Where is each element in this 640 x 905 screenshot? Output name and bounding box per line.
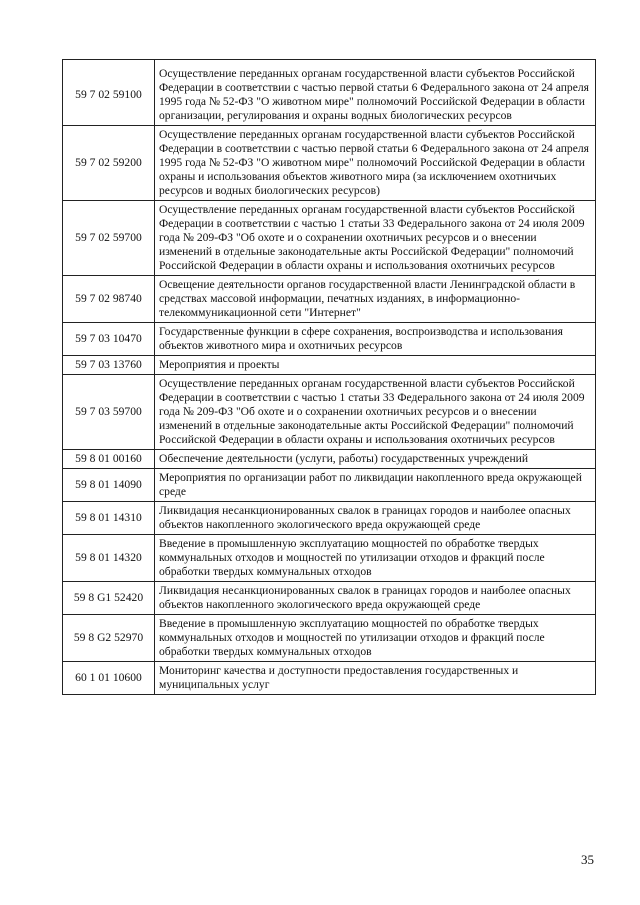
table-row xyxy=(63,60,596,126)
classification-code: 59 8 G1 52420 xyxy=(63,582,155,615)
table-row xyxy=(63,582,596,615)
classification-code: 59 7 02 59700 xyxy=(63,201,155,276)
classification-description: Осуществление переданных органам государственной власти субъектов Российской Федерации в соответствии с частью первой статьи 6 Федерального закона от 24 апреля 1995 года № 52-ФЗ "О животном мире" полномочий Российской Федерации в области охраны и использования объектов животного мира (за исключением охотничьих ресурсов и водных биологических ресурсов) xyxy=(155,126,596,201)
table-row xyxy=(63,323,596,356)
table-row xyxy=(63,201,596,276)
table-row xyxy=(63,375,596,450)
classification-description: Введение в промышленную эксплуатацию мощностей по обработке твердых коммунальных отходов и мощностей по утилизации отходов и фракций после обработки твердых коммунальных отходов xyxy=(155,535,596,582)
classification-code: 59 7 02 98740 xyxy=(63,276,155,323)
table-row xyxy=(63,535,596,582)
table-row xyxy=(63,502,596,535)
classification-description: Введение в промышленную эксплуатацию мощностей по обработке твердых коммунальных отходов и мощностей по утилизации отходов и фракций после обработки твердых коммунальных отходов xyxy=(155,615,596,662)
classification-description: Мероприятия и проекты xyxy=(155,356,596,375)
table-row xyxy=(63,126,596,201)
classification-description: Государственные функции в сфере сохранения, воспроизводства и использования объектов животного мира и охотничьих ресурсов xyxy=(155,323,596,356)
classification-code: 59 8 01 14310 xyxy=(63,502,155,535)
classification-description: Ликвидация несанкционированных свалок в границах городов и наиболее опасных объектов накопленного экологического вреда окружающей среде xyxy=(155,582,596,615)
classification-code: 59 7 02 59100 xyxy=(63,60,155,126)
classification-code: 59 7 03 59700 xyxy=(63,375,155,450)
classification-code: 59 7 02 59200 xyxy=(63,126,155,201)
classification-description: Мероприятия по организации работ по ликвидации накопленного вреда окружающей среде xyxy=(155,469,596,502)
classification-description: Осуществление переданных органам государственной власти субъектов Российской Федерации в соответствии с частью 1 статьи 33 Федерального закона от 24 июля 2009 года № 209-ФЗ "Об охоте и о сохранении охотничьих ресурсов и о внесении изменений в отдельные законодательные акты Российской Федерации" полномочий Российской Федерации в области охраны и использования охотничьих ресурсов xyxy=(155,201,596,276)
classification-code: 59 8 01 14090 xyxy=(63,469,155,502)
classification-code: 60 1 01 10600 xyxy=(63,662,155,695)
table-row xyxy=(63,469,596,502)
table-row xyxy=(63,450,596,469)
classification-code: 59 8 01 00160 xyxy=(63,450,155,469)
classification-description: Ликвидация несанкционированных свалок в границах городов и наиболее опасных объектов накопленного экологического вреда окружающей среде xyxy=(155,502,596,535)
classification-description: Осуществление переданных органам государственной власти субъектов Российской Федерации в соответствии с частью 1 статьи 33 Федерального закона от 24 июля 2009 года № 209-ФЗ "Об охоте и о сохранении охотничьих ресурсов и о внесении изменений в отдельные законодательные акты Российской Федерации" полномочий Российской Федерации в области охраны и использования охотничьих ресурсов xyxy=(155,375,596,450)
classification-description: Осуществление переданных органам государственной власти субъектов Российской Федерации в соответствии с частью первой статьи 6 Федерального закона от 24 апреля 1995 года № 52-ФЗ "О животном мире" полномочий Российской Федерации в области организации, регулирования и охраны водных биологических ресурсов xyxy=(155,60,596,126)
table-row xyxy=(63,615,596,662)
classification-description: Освещение деятельности органов государственной власти Ленинградской области в средствах массовой информации, печатных изданиях, в информационно-телекоммуникационной сети "Интернет" xyxy=(155,276,596,323)
classification-description: Мониторинг качества и доступности предоставления государственных и муниципальных услуг xyxy=(155,662,596,695)
classification-code: 59 8 01 14320 xyxy=(63,535,155,582)
table-row xyxy=(63,662,596,695)
classification-code: 59 7 03 13760 xyxy=(63,356,155,375)
page-number: 35 xyxy=(581,852,594,867)
classification-code: 59 8 G2 52970 xyxy=(63,615,155,662)
classification-code: 59 7 03 10470 xyxy=(63,323,155,356)
table-row xyxy=(63,276,596,323)
classification-description: Обеспечение деятельности (услуги, работы) государственных учреждений xyxy=(155,450,596,469)
budget-classification-table xyxy=(62,59,596,695)
table-row xyxy=(63,356,596,375)
